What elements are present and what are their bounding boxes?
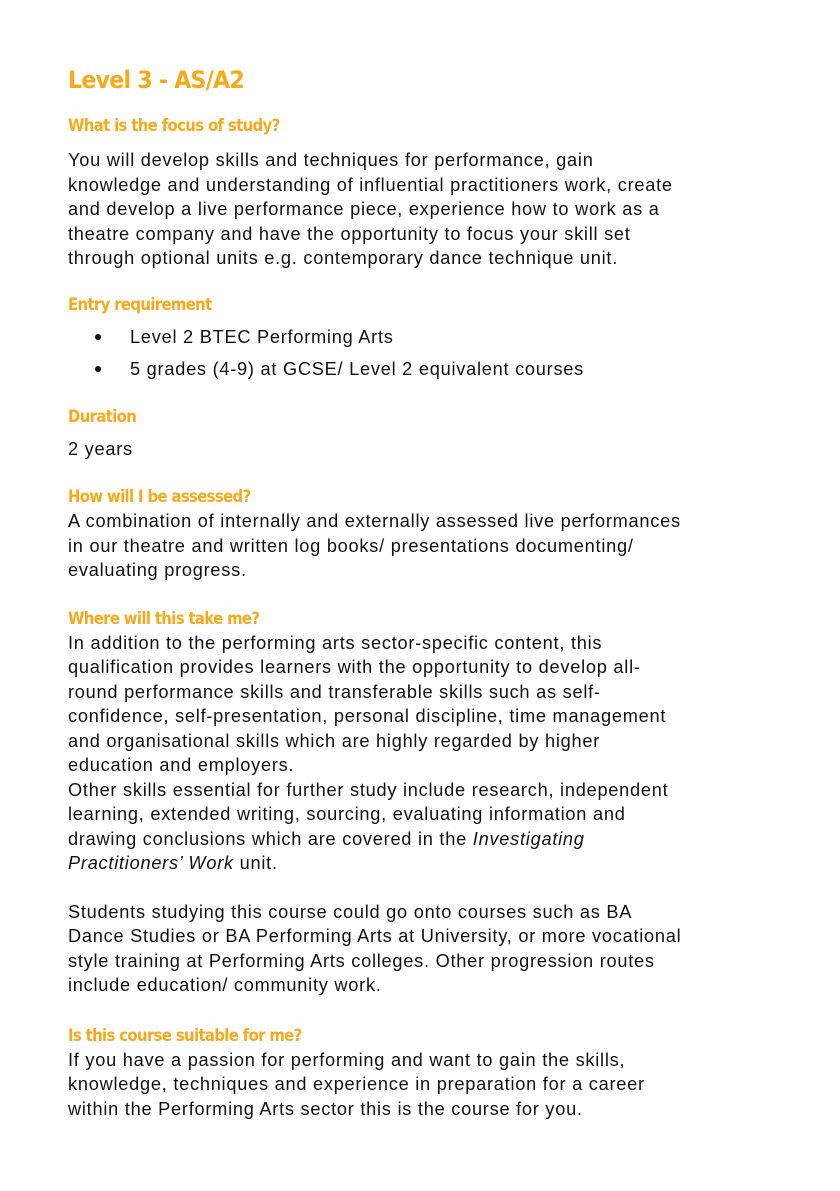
section-heading: Duration <box>68 406 137 426</box>
bullet-icon <box>95 334 101 340</box>
page-title: Level 3 - AS/A2 <box>68 66 245 94</box>
list-item <box>68 321 788 353</box>
list-item-text: Level 2 BTEC Performing Arts <box>130 326 394 347</box>
section-body-paragraph-3: Students studying this course could go onto courses such as BA Dance Studies or BA Performing Arts at University, or more vocational style training at Performing Arts colleges. Other progression routes include education/ community work. <box>68 901 682 995</box>
unit-name: Investigating Practitioners’ Work <box>68 828 585 873</box>
section-body: A combination of internally and externally assessed live performances in our theatre and written log books/ presentations documenting/ evaluating progress. <box>68 511 681 580</box>
list-item-text: 5 grades (4-9) at GCSE/ Level 2 equivalent courses <box>130 358 585 379</box>
document-page <box>68 60 788 1121</box>
section-body-paragraph-2 <box>68 778 788 876</box>
requirements-list <box>68 321 788 385</box>
section-heading: How will I be assessed? <box>68 487 251 506</box>
section-heading: Where will this take me? <box>68 608 260 628</box>
section-body: 2 years <box>68 438 133 459</box>
section-heading: What is the focus of study? <box>68 116 280 135</box>
section-heading: Entry requirement <box>68 294 212 314</box>
section-suitability <box>68 1024 788 1122</box>
section-body: If you have a passion for performing and want to gain the skills, knowledge, techniques and experience in preparation for a career within the Performing Arts sector this is the course for you. <box>68 1049 645 1119</box>
section-focus-of-study <box>68 114 788 271</box>
section-duration <box>68 405 788 462</box>
list-item <box>68 353 788 385</box>
bullet-icon <box>95 366 101 372</box>
section-assessment <box>68 485 788 583</box>
paragraph-text: unit. <box>233 853 278 873</box>
section-body-paragraph-1: In addition to the performing arts sector-specific content, this qualification provides learners with the opportunity to develop all- round performance skills and transferable skills such as self- confidence, self-presentation, personal discipline, time management and organisational skills which are highly regarded by higher education and employers. <box>68 632 667 775</box>
paragraph-text: Other skills essential for further study include research, independent learning, extended writing, sourcing, evaluating information and drawing conclusions which are covered in the <box>68 779 669 849</box>
section-heading: Is this course suitable for me? <box>68 1025 302 1045</box>
section-entry-requirement <box>68 293 788 385</box>
section-progression <box>68 607 788 998</box>
section-body: You will develop skills and techniques for performance, gain knowledge and understanding of influential practitioners work, create and develop a live performance piece, experience how to work as a theatre company and have the opportunity to focus your skill set through optional units e.g. contemporary dance technique unit. <box>68 150 673 268</box>
